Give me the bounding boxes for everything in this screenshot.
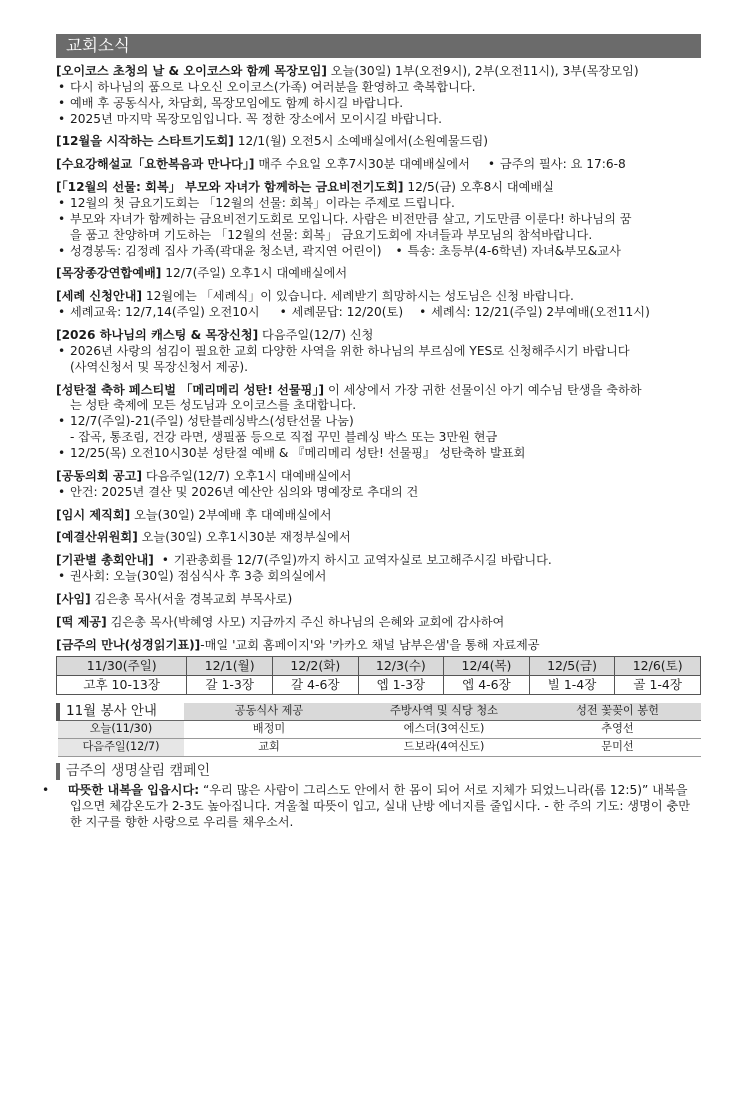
- notice-oikos: [56, 64, 701, 127]
- bullet-item: • 2026년 사랑의 섬김이 필요한 교회 다양한 사역을 위한 하나님의 부르심에 YES로 신청해주시기 바랍니다: [58, 343, 630, 358]
- notice-resign: [사임] 김은총 목사(서울 경복교회 부목사로): [56, 592, 293, 607]
- table-row: 고후 10-13장 갈 1-3장 갈 4-6장 엡 1-3장 엡 4-6장 빌 1-4장 골 1-4장: [57, 675, 701, 694]
- table-row: 오늘(11/30) 배정미 에스더(3여신도) 추영선: [58, 721, 701, 739]
- notice-baptism: [세례 신청안내] 12월에는 「세례식」이 있습니다. 세례받기 희망하시는 성도님은 신청 바랍니다. • 세례교육: 12/7,14(주일) 오전10시 • 세례문답: 12/20(토) • 세례식: 12/21(주일) 2부예배(오전11시): [56, 289, 701, 321]
- notice-friday-prayer: [「12월의 선물: 회복」 부모와 자녀가 함께하는 금요비전기도회] 12/5(금) 오후8시 대예배실 • 12월의 첫 금요기도회는 「12월의 선물: 회복」이라는 주제로 드립니다. • 부모와 자녀가 함께하는 금요비전기도회로 모입니다. 사람은 비전만큼 살고, 기도만큼 이룬다! 하나님의 꿈 을 품고 찬양하며 기도하는 「12월의 선물: 회복」 금요기도회에 자녀들과 부모님의 참석바랍니다. • 성경봉독: 김정례 집사 가족(곽대윤 청소년, 곽지연 어린이) • 특송: 초등부(4-6학년) 자녀&부모&교사: [56, 180, 701, 259]
- bullet-item: • 세례교육: 12/7,14(주일) 오전10시 • 세례문답: 12/20(토) • 세례식: 12/21(주일) 2부예배(오전11시): [58, 305, 650, 320]
- table-row: 다음주일(12/7) 교회 드보라(4여신도) 문미선: [58, 739, 701, 757]
- reading-table: [56, 656, 701, 695]
- notice-congregation: [공동의회 공고] 다음주일(12/7) 오후1시 대예배실에서 • 안건: 2025년 결산 및 2026년 예산안 심의와 명예장로 추대의 건: [56, 469, 701, 501]
- bullet-item: • 12월의 첫 금요기도회는 「12월의 선물: 회복」이라는 주제로 드립니다.: [58, 196, 455, 211]
- bullet-item: • 성경봉독: 김정례 집사 가족(곽대윤 청소년, 곽지연 어린이) • 특송: 초등부(4-6학년) 자녀&부모&교사: [58, 243, 621, 258]
- notice-officers: [임시 제직회] 오늘(30일) 2부예배 후 대예배실에서: [56, 507, 332, 522]
- news-list: [42, 64, 701, 831]
- notice-budget: [예결산위원회] 오늘(30일) 오후1시30분 재정부실에서: [56, 530, 351, 545]
- bulletin-page: [0, 34, 751, 1096]
- bullet-item: • 예배 후 공동식사, 차담회, 목장모임에도 함께 하시길 바랍니다.: [58, 95, 404, 110]
- notice-cont: 는 성탄 축제에 모든 성도님과 오이코스를 초대합니다.: [70, 398, 357, 413]
- bullet-cont: 을 품고 찬양하며 기도하는 「12월의 선물: 회복」 금요기도회에 자녀들과 부모님의 참석바랍니다.: [70, 227, 593, 242]
- table-row: 11월 봉사 안내 공동식사 제공 주방사역 및 식당 청소 성전 꽃꽂이 봉헌: [58, 703, 701, 721]
- notice-start-prayer: [12월을 시작하는 스타트기도회] 12/1(월) 오전5시 소예배실에서(소원예물드림): [56, 134, 489, 149]
- notice-manna: [금주의 만나(성경읽기표)]-매일 '교회 홈페이지'와 '카카오 채널 남부은샘'을 통해 자료제공: [56, 637, 540, 652]
- notice-union-worship: [목장종강연합예배] 12/7(주일) 오후1시 대예배실에서: [56, 266, 348, 281]
- service-label: 11월 봉사 안내: [58, 703, 184, 721]
- campaign-text: • 따뜻한 내복을 입읍시다: “우리 많은 사람이 그리스도 안에서 한 몸이 되어 서로 지체가 되었느니라(롬 12:5)” 내복을 입으면 체감온도가 2-3도 높아집니다. 겨울철 따뜻이 입고, 실내 난방 에너지를 줄입시다. - 한 주의 기도: 생명이 충만한 지구를 향한 사랑으로 우리를 채우소서.: [42, 783, 691, 829]
- bullet-cont: (사역신청서 및 목장신청서 제공).: [70, 359, 249, 374]
- notice-assembly: [기관별 총회안내] • 기관총회를 12/7(주일)까지 하시고 교역자실로 보고해주시길 바랍니다. • 권사회: 오늘(30일) 점심식사 후 3층 회의실에서: [56, 553, 701, 585]
- bullet-item: • 안건: 2025년 결산 및 2026년 예산안 심의와 명예장로 추대의 건: [58, 484, 419, 499]
- notice-rice-cake: [떡 제공] 김은총 목사(박혜영 사모) 지금까지 주신 하나님의 은혜와 교회에 감사하여: [56, 614, 505, 629]
- notice-casting: [2026 하나님의 캐스팅 & 목장신청] 다음주일(12/7) 신청 • 2026년 사랑의 섬김이 필요한 교회 다양한 사역을 위한 하나님의 부르심에 YES로 신청해주시기 바랍니다 (사역신청서 및 목장신청서 제공).: [56, 328, 701, 376]
- notice-wednesday: [수요강해설교「요한복음과 만나다」] 매주 수요일 오후7시30분 대예배실에서 • 금주의 필사: 요 17:6-8: [56, 157, 626, 172]
- notice-text: 오늘(30일) 1부(오전9시), 2부(오전11시), 3부(목장모임): [326, 64, 639, 78]
- bullet-item: • 2025년 마지막 목장모임입니다. 꼭 정한 장소에서 모이시길 바랍니다.: [58, 111, 442, 126]
- notice-title: [오이코스 초청의 날 & 오이코스와 함께 목장모임]: [56, 64, 327, 78]
- notice-christmas: [성탄절 축하 페스티벌 「메리메리 성탄! 선물핑」] 이 세상에서 가장 귀한 선물이신 아기 예수님 탄생을 축하하 는 성탄 축제에 모든 성도님과 오이코스를 초대합니다. • 12/7(주일)-21(주일) 성탄블레싱박스(성탄선물 나눔) - 잡곡, 통조림, 건강 라면, 생필품 등으로 직접 꾸민 블레싱 박스 또는 3만원 현금 • 12/25(목) 오전10시30분 성탄절 예배 & 『메리메리 성탄! 선물핑』 성탄축하 발표회: [56, 383, 701, 462]
- section-header: 교회소식: [56, 34, 701, 58]
- sub-item: - 잡곡, 통조림, 건강 라면, 생필품 등으로 직접 꾸민 블레싱 박스 또는 3만원 현금: [70, 430, 498, 445]
- table-row: 11/30(주일) 12/1(월) 12/2(화) 12/3(수) 12/4(목) 12/5(금) 12/6(토): [57, 656, 701, 675]
- bullet-item: • 12/7(주일)-21(주일) 성탄블레싱박스(성탄선물 나눔): [58, 414, 354, 429]
- bullet-item: • 다시 하나님의 품으로 나오신 오이코스(가족) 여러분을 환영하고 축복합니다.: [58, 79, 476, 94]
- service-table: [56, 703, 701, 758]
- bullet-item: • 부모와 자녀가 함께하는 금요비전기도회로 모입니다. 사람은 비전만큼 살고, 기도만큼 이룬다! 하나님의 꿈: [58, 211, 632, 226]
- bullet-item: • 12/25(목) 오전10시30분 성탄절 예배 & 『메리메리 성탄! 선물핑』 성탄축하 발표회: [58, 446, 526, 461]
- campaign-title: 금주의 생명살림 캠페인: [56, 763, 701, 780]
- bullet-item: • 권사회: 오늘(30일) 점심식사 후 3층 회의실에서: [58, 569, 327, 584]
